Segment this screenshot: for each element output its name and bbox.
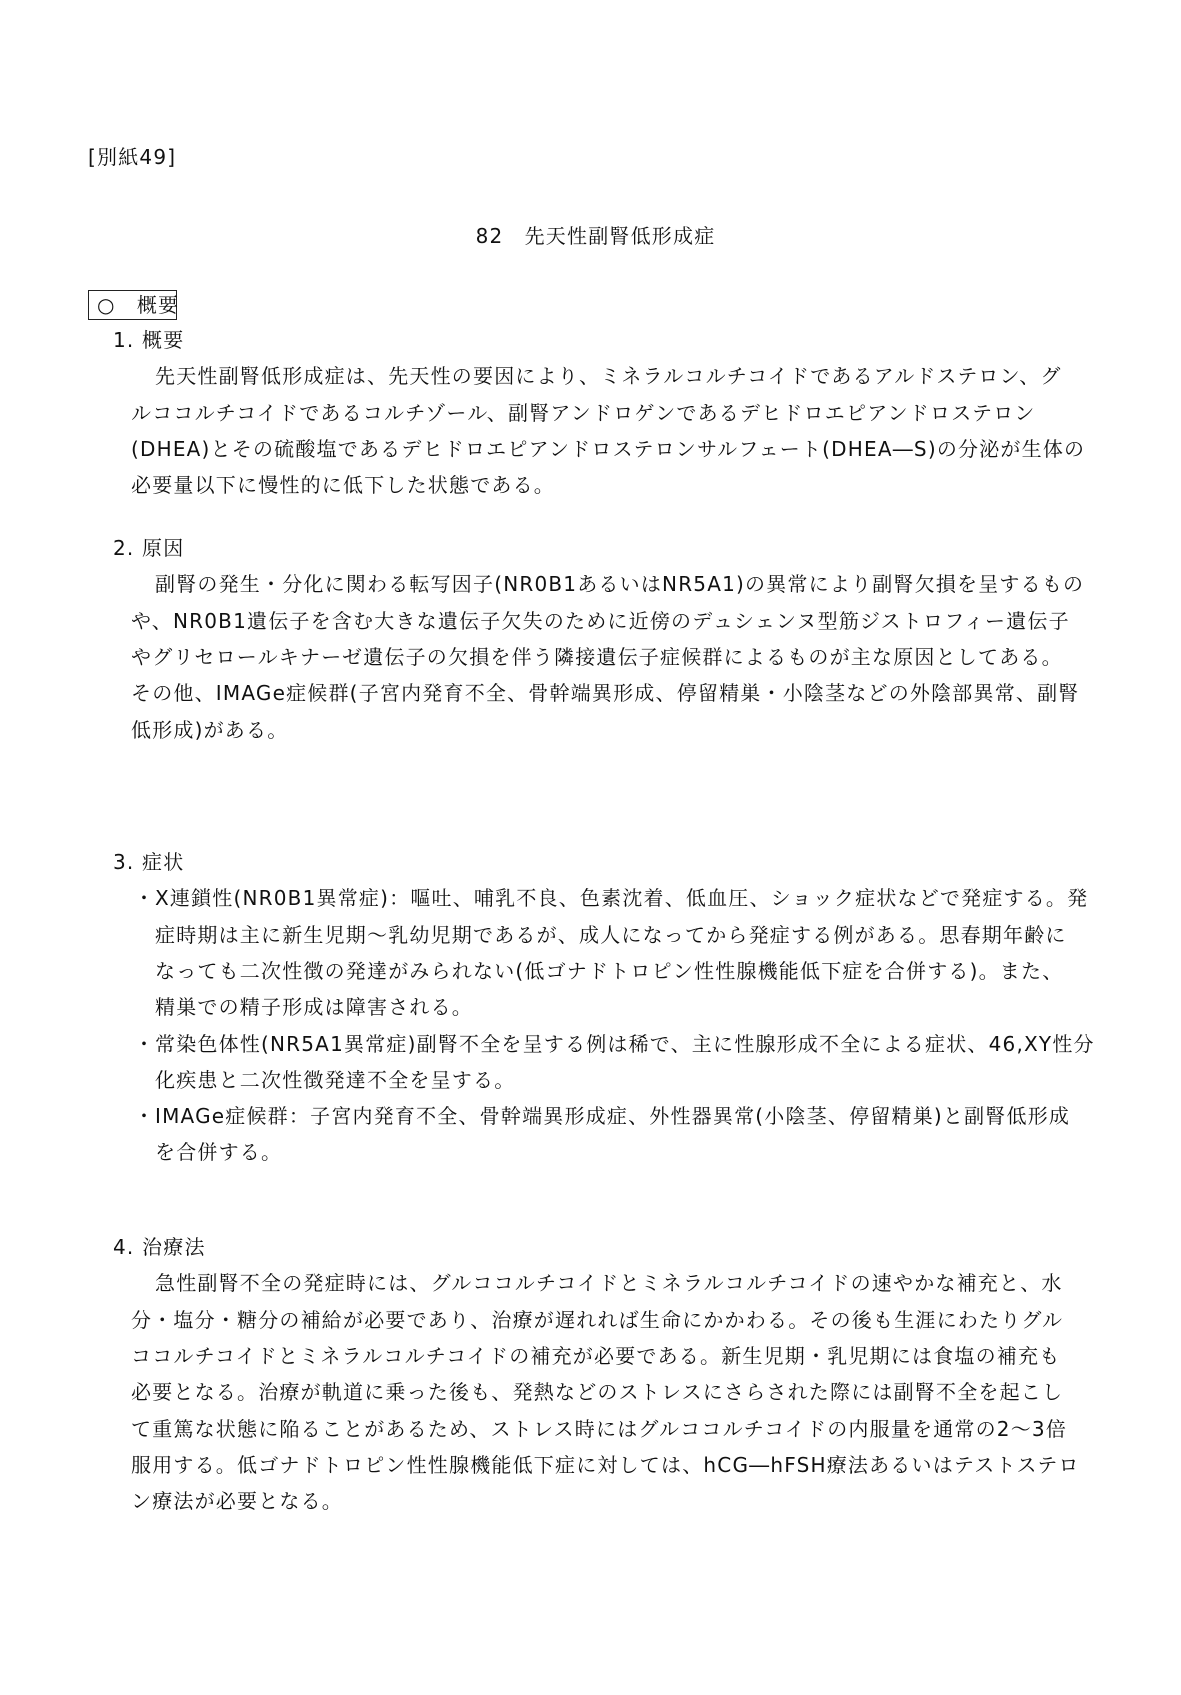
paragraph-line: (DHEA)とその硫酸塩であるデヒドロエピアンドロステロンサルフェート(DHEA―S)の分泌が生体の — [131, 436, 1086, 461]
bullet-line: 化疾患と二次性徴発達不全を呈する。 — [155, 1067, 516, 1092]
page-title: 82 先天性副腎低形成症 — [475, 224, 716, 248]
paragraph-line: や、NR0B1遺伝子を含む大きな遺伝子欠失のために近傍のデュシェンヌ型筋ジストロフィー遺伝子 — [131, 608, 1070, 633]
paragraph-line: やグリセロールキナーゼ遺伝子の欠損を伴う隣接遺伝子症候群によるものが主な原因としてある。 — [131, 644, 1063, 669]
paragraph-line: 必要量以下に慢性的に低下した状態である。 — [131, 473, 555, 498]
section-heading: 3. 症状 — [113, 850, 185, 874]
paragraph-line: 副腎の発生・分化に関わる転写因子(NR0B1あるいはNR5A1)の異常により副腎欠損を呈するもの — [155, 572, 1085, 597]
bullet-line: 精巣での精子形成は障害される。 — [155, 995, 473, 1020]
bullet-marker: ・ — [134, 886, 156, 911]
paragraph-line: 急性副腎不全の発症時には、グルココルチコイドとミネラルコルチコイドの速やかな補充と、水 — [155, 1271, 1063, 1296]
bullet-marker: ・ — [134, 1104, 156, 1129]
section-heading: 4. 治療法 — [113, 1235, 206, 1259]
paragraph-line: ン療法が必要となる。 — [131, 1489, 343, 1514]
bullet-line: なっても二次性徴の発達がみられない(低ゴナドトロピン性性腺機能低下症を合併する)。また、 — [155, 958, 1064, 983]
paragraph-line: 先天性副腎低形成症は、先天性の要因により、ミネラルコルチコイドであるアルドステロン、グ — [155, 364, 1062, 389]
paragraph-line: ココルチコイドとミネラルコルチコイドの補充が必要である。新生児期・乳児期には食塩の補充も — [131, 1343, 1061, 1368]
bullet-line: を合併する。 — [155, 1140, 283, 1165]
paragraph-line: 必要となる。治療が軌道に乗った後も、発熱などのストレスにさらされた際には副腎不全を起こし — [131, 1380, 1064, 1405]
bullet-marker: ・ — [134, 1031, 156, 1056]
paragraph-line: その他、IMAGe症候群(子宮内発育不全、骨幹端異形成、停留精巣・小陰茎などの外陰部異常、副腎 — [131, 681, 1080, 706]
bullet-line: IMAGe症候群：子宮内発育不全、骨幹端異形成症、外性器異常(小陰茎、停留精巣)と副腎低形成 — [155, 1104, 1071, 1129]
bullet-line: 症時期は主に新生児期～乳幼児期であるが、成人になってから発症する例がある。思春期年齢に — [155, 922, 1067, 947]
bullet-line: X連鎖性(NR0B1異常症)：嘔吐、哺乳不良、色素沈着、低血圧、ショック症状などで発症する。発 — [155, 886, 1089, 911]
annex-label: [別紙49] — [88, 145, 177, 169]
section-heading: 1. 概要 — [113, 328, 185, 352]
paragraph-line: 低形成)がある。 — [131, 717, 289, 742]
section-heading: 2. 原因 — [113, 536, 185, 560]
paragraph-line: ルココルチコイドであるコルチゾール、副腎アンドロゲンであるデヒドロエピアンドロステロン — [131, 400, 1036, 425]
overview-box-heading: ○ 概要 — [88, 290, 177, 320]
paragraph-line: 服用する。低ゴナドトロピン性性腺機能低下症に対しては、hCG―hFSH療法あるいはテストステロ — [131, 1452, 1080, 1477]
paragraph-line: て重篤な状態に陥ることがあるため、ストレス時にはグルココルチコイドの内服量を通常の2～3倍 — [131, 1416, 1068, 1441]
bullet-line: 常染色体性(NR5A1異常症)副腎不全を呈する例は稀で、主に性腺形成不全による症状、46,XY性分 — [155, 1031, 1095, 1056]
paragraph-line: 分・塩分・糖分の補給が必要であり、治療が遅れれば生命にかかわる。その後も生涯にわたりグル — [131, 1307, 1064, 1332]
